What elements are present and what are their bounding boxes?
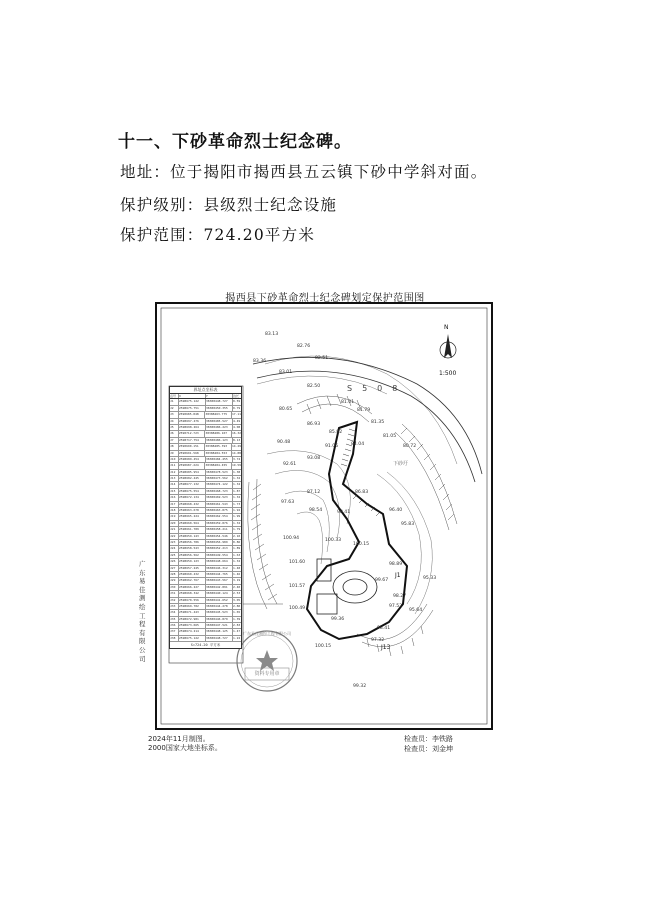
- spot-height: 90.48: [277, 440, 291, 445]
- table-cell: 38388450.355: [206, 406, 233, 411]
- spot-height: 100.94: [283, 536, 300, 541]
- table-cell: J5: [170, 425, 179, 430]
- spot-height: 81.35: [371, 420, 385, 425]
- table-cell: 38388448.125: [206, 629, 233, 634]
- footer-made: 2024年11月制图。: [148, 735, 210, 743]
- table-cell: 2598691.568: [179, 451, 206, 456]
- table-cell: 38388452.213: [206, 546, 233, 551]
- table-cell: J3: [170, 412, 179, 417]
- table-cell: 38388442.891: [206, 585, 233, 590]
- table-cell: 2598656.786: [179, 540, 206, 545]
- table-cell: 1.87: [233, 488, 241, 493]
- table-cell: 38388445.523: [206, 610, 233, 615]
- table-cell: J18: [170, 508, 179, 513]
- table-cell: 38388448.727: [206, 636, 233, 641]
- table-cell: J15: [170, 489, 179, 494]
- footer-surveyor: 检查员：李铁路: [404, 735, 453, 743]
- north-label: N: [444, 324, 449, 331]
- spot-height: 93.08: [307, 456, 321, 461]
- table-header-cell: 边长: [233, 394, 240, 399]
- table-cell: 38388473.562: [206, 476, 233, 481]
- spot-height: 91.05: [325, 444, 339, 449]
- table-cell: 38388463.775: [205, 412, 232, 417]
- section-heading: 十一、下砂革命烈士纪念碑。: [118, 132, 352, 152]
- table-cell: 38388456.989: [206, 540, 233, 545]
- table-cell: 2598670.556: [179, 598, 206, 603]
- table-cell: J31: [170, 591, 179, 596]
- table-cell: 38388486.123: [206, 438, 233, 443]
- table-cell: 1.73: [233, 501, 241, 506]
- table-cell: 1.39: [233, 616, 241, 621]
- table-cell: 2598656.562: [179, 553, 206, 558]
- table-cell: 2598685.848: [179, 412, 206, 417]
- table-cell: J4: [170, 419, 179, 424]
- spot-height: 83.01: [279, 370, 293, 375]
- table-cell: 3.05: [233, 597, 241, 602]
- spot-height: 99.32: [353, 684, 367, 689]
- table-cell: 38388441.652: [206, 598, 233, 603]
- table-cell: 2.10: [233, 533, 241, 538]
- table-cell: J1: [170, 399, 179, 404]
- spot-height: 86.83: [355, 490, 369, 495]
- spot-height: 81.79: [357, 408, 371, 413]
- company-seal: [237, 631, 297, 691]
- table-cell: 4.08: [233, 424, 241, 429]
- table-cell: J6: [170, 431, 179, 436]
- table-cell: 1.99: [233, 514, 241, 519]
- table-cell: 2598657.245: [179, 566, 206, 571]
- table-cell: J20: [170, 521, 179, 526]
- table-cell: 38388484.455: [206, 457, 233, 462]
- table-cell: 38388443.567: [206, 578, 233, 583]
- table-cell: 2598661.789: [179, 527, 206, 532]
- table-cell: J26: [170, 559, 179, 564]
- spot-height: 101.60: [289, 560, 306, 565]
- table-cell: 1.32: [233, 476, 241, 481]
- table-cell: 2598717.754: [179, 438, 206, 443]
- spot-height: 99.36: [331, 617, 345, 622]
- table-cell: 0.59: [233, 399, 241, 404]
- table-cell: J35: [170, 617, 179, 622]
- table-sum: S=724.20 平方米: [190, 643, 221, 648]
- table-cell: 38388440.124: [206, 591, 233, 596]
- table-cell: J9: [170, 451, 179, 456]
- table-cell: J12: [170, 470, 179, 475]
- spot-height: 92.61: [283, 462, 297, 467]
- table-cell: 1.22: [233, 635, 241, 640]
- table-cell: 38388485.393: [205, 444, 232, 449]
- table-cell: 1.46: [233, 571, 241, 576]
- table-cell: 14.88: [231, 450, 241, 455]
- spot-height: 80.65: [279, 407, 293, 412]
- stamp-sub: 资料专用章: [254, 671, 280, 677]
- table-cell: J22: [170, 534, 179, 539]
- table-header-cell: X: [179, 394, 206, 398]
- spot-height: 101.57: [289, 584, 306, 589]
- table-cell: J14: [170, 482, 179, 487]
- table-cell: 2598673.665: [179, 623, 206, 628]
- spot-height: 100.15: [353, 542, 370, 547]
- table-cell: 38388462.554: [206, 514, 233, 519]
- table-cell: J37: [170, 629, 179, 634]
- spot-height: 98.54: [309, 508, 323, 513]
- table-header-cell: 点号: [170, 394, 179, 398]
- table-cell: 2598665.224: [179, 514, 206, 519]
- table-cell: 2598660.432: [179, 572, 206, 577]
- table-cell: J7: [170, 438, 179, 443]
- spot-height: 97.63: [281, 500, 295, 505]
- table-cell: 2598662.767: [179, 578, 206, 583]
- spot-height: 100.15: [315, 644, 332, 649]
- table-cell: 38388468.723: [206, 489, 233, 494]
- table-cell: 2.80: [233, 603, 241, 608]
- table-cell: 38388444.765: [206, 572, 233, 577]
- road-label: 下砂圩: [393, 461, 409, 467]
- table-cell: 1.92: [233, 508, 241, 513]
- table-cell: J32: [170, 598, 179, 603]
- map-title: 揭西县下砂革命烈士纪念碑划定保护范围图: [225, 293, 425, 304]
- spot-height: 97.32: [371, 638, 385, 643]
- table-cell: 1.89: [233, 546, 241, 551]
- table-cell: J17: [170, 502, 179, 507]
- table-cell: 38388446.879: [206, 617, 233, 622]
- table-cell: 0.86: [233, 540, 241, 544]
- table-cell: 38388447.521: [206, 623, 233, 628]
- table-cell: 8.13: [233, 437, 241, 442]
- address-line: 地址：位于揭阳市揭西县五云镇下砂中学斜对面。: [120, 163, 488, 181]
- table-cell: 38388485.527: [206, 419, 233, 424]
- table-cell: 3.74: [233, 456, 241, 461]
- table-cell: 2598669.782: [179, 604, 206, 609]
- table-cell: J28: [170, 572, 179, 577]
- spot-height: 83.36: [253, 359, 267, 364]
- table-cell: 4.49: [233, 418, 241, 423]
- spot-height: 98.27: [393, 594, 407, 599]
- table-cell: 2598675.554: [179, 489, 206, 494]
- spot-height: 81.01: [341, 400, 355, 405]
- spot-height: 99.67: [375, 578, 389, 583]
- table-cell: 19.59: [231, 463, 241, 468]
- table-cell: 38388484.455: [205, 463, 232, 468]
- table-cell: 14.29: [231, 444, 241, 449]
- route-label: S508: [347, 384, 408, 393]
- spot-height: 100.33: [325, 538, 342, 543]
- spot-height: 82.50: [307, 384, 321, 389]
- table-cell: 16.32: [231, 431, 241, 436]
- mark-j1: J1: [395, 572, 401, 579]
- spot-height: 95.33: [423, 576, 437, 581]
- spot-height: 97.52: [389, 604, 403, 609]
- table-cell: 1.65: [233, 610, 241, 615]
- table-cell: 1.63: [233, 552, 241, 557]
- table-cell: J11: [170, 463, 179, 468]
- table-cell: J36: [170, 623, 179, 628]
- table-cell: 38388444.278: [206, 604, 233, 609]
- table-cell: 2598675.122: [179, 399, 206, 404]
- table-cell: J33: [170, 604, 179, 609]
- table-cell: 17.11: [231, 412, 241, 417]
- table-cell: 2598658.543: [179, 546, 206, 551]
- spot-height: 80.72: [403, 444, 417, 449]
- table-cell: J8: [170, 444, 179, 449]
- side-company-label: 广东易佳测绘工程有限公司: [139, 560, 146, 663]
- spot-height: 87.12: [307, 490, 321, 495]
- table-cell: 2598682.445: [179, 476, 206, 481]
- table-cell: J21: [170, 527, 179, 532]
- table-cell: 2598668.432: [179, 502, 206, 507]
- table-cell: 2598675.751: [179, 406, 206, 411]
- table-cell: 38388459.876: [206, 521, 233, 526]
- spot-height: 85.82: [329, 430, 343, 435]
- spot-height: 82.51: [315, 356, 329, 361]
- table-cell: 1.47: [233, 629, 241, 634]
- table-cell: 38388486.107: [205, 431, 232, 436]
- table-cell: 38388446.312: [206, 566, 233, 571]
- table-cell: 2.40: [233, 584, 241, 589]
- table-cell: J34: [170, 610, 179, 615]
- spot-height: 98.89: [389, 562, 403, 567]
- spot-height: 83.13: [265, 332, 279, 337]
- spot-height: 98.41: [377, 626, 391, 631]
- spot-height: 84.04: [351, 442, 365, 447]
- mark-j13: J13: [381, 644, 391, 651]
- table-cell: 2598659.143: [179, 534, 206, 539]
- stamp-text: 广东易佳测绘工程有限公司: [243, 631, 291, 636]
- table-cell: J2: [170, 406, 179, 411]
- table-cell: 38388449.554: [206, 553, 233, 558]
- spot-height: 81.05: [383, 434, 397, 439]
- table-cell: 2598668.342: [179, 591, 206, 596]
- table-cell: 38388448.664: [206, 559, 233, 564]
- table-cell: J23: [170, 540, 179, 545]
- table-cell: 2598659.123: [179, 559, 206, 564]
- table-cell: 2598671.443: [179, 610, 206, 615]
- table-cell: 2598660.564: [179, 521, 206, 526]
- table-cell: 1.32: [233, 495, 241, 500]
- table-cell: 38388448.727: [206, 399, 233, 404]
- table-cell: 1.38: [233, 469, 241, 474]
- table-cell: 2598698.264: [179, 425, 206, 430]
- protection-level-line: 保护级别：县级烈士纪念设施: [120, 196, 338, 214]
- protection-range-line: 保护范围：724.20平方米: [120, 226, 316, 244]
- table-cell: 2598672.134: [179, 495, 206, 500]
- table-cell: J30: [170, 585, 179, 590]
- spot-height: 96.40: [389, 508, 403, 513]
- table-cell: 2598677.132: [179, 482, 206, 487]
- table-cell: J13: [170, 476, 179, 481]
- table-cell: 2598674.214: [179, 629, 206, 634]
- table-cell: 38388458.211: [206, 527, 233, 532]
- table-cell: 38388484.553: [205, 451, 232, 456]
- table-cell: J38: [170, 636, 179, 641]
- table-cell: 1.32: [233, 559, 241, 564]
- table-cell: 2598690.151: [179, 444, 206, 449]
- table-cell: 2598663.678: [179, 508, 206, 513]
- table-cell: 38388486.223: [206, 425, 233, 430]
- table-cell: 0.79: [233, 405, 241, 410]
- table-cell: 2598685.954: [179, 470, 206, 475]
- table-cell: J29: [170, 578, 179, 583]
- table-header-cell: Y: [206, 394, 233, 398]
- table-cell: 1.34: [233, 482, 241, 487]
- table-cell: 2598687.224: [179, 463, 206, 468]
- table-cell: 38388461.543: [206, 502, 233, 507]
- spot-height: 86.93: [307, 422, 321, 427]
- table-cell: J16: [170, 495, 179, 500]
- spot-height: 98.41: [337, 510, 351, 515]
- table-cell: 2.83: [233, 623, 241, 628]
- spot-height: 82.76: [297, 344, 311, 349]
- table-cell: J19: [170, 514, 179, 519]
- spot-height: 95.83: [401, 522, 415, 527]
- table-cell: 3.19: [233, 578, 241, 583]
- table-cell: 38388474.122: [206, 482, 233, 487]
- table-cell: 1.32: [233, 520, 241, 525]
- table-cell: 1.48: [233, 565, 241, 570]
- table-cell: 2598689.454: [179, 457, 206, 462]
- table-cell: 2598697.476: [179, 419, 206, 424]
- table-cell: 38388478.523: [206, 470, 233, 475]
- table-cell: 38388454.546: [206, 534, 233, 539]
- footer-checker: 检查员：刘金坤: [404, 745, 453, 753]
- table-cell: 38388463.875: [206, 508, 233, 513]
- table-cell: 2598672.981: [179, 617, 206, 622]
- north-arrow-icon: [440, 334, 456, 358]
- coordinate-table: [169, 386, 242, 649]
- table-cell: 1.79: [233, 527, 241, 532]
- table-cell: 38388469.523: [206, 495, 233, 500]
- table-cell: 2598712.723: [179, 431, 206, 436]
- table-body: [170, 399, 241, 642]
- spot-height: 100.49: [289, 606, 306, 611]
- table-cell: J25: [170, 553, 179, 558]
- table-title: 界址点坐标表: [170, 387, 241, 394]
- table-cell: 2598666.227: [179, 585, 206, 590]
- table-cell: 2.53: [233, 591, 241, 596]
- table-cell: 2598675.122: [179, 636, 206, 641]
- table-cell: J24: [170, 546, 179, 551]
- scale-label: 1:500: [439, 370, 457, 377]
- footer-coord: 2000国家大地坐标系。: [148, 744, 222, 752]
- table-cell: J27: [170, 566, 179, 571]
- table-cell: J10: [170, 457, 179, 462]
- spot-height: 95.64: [409, 608, 423, 613]
